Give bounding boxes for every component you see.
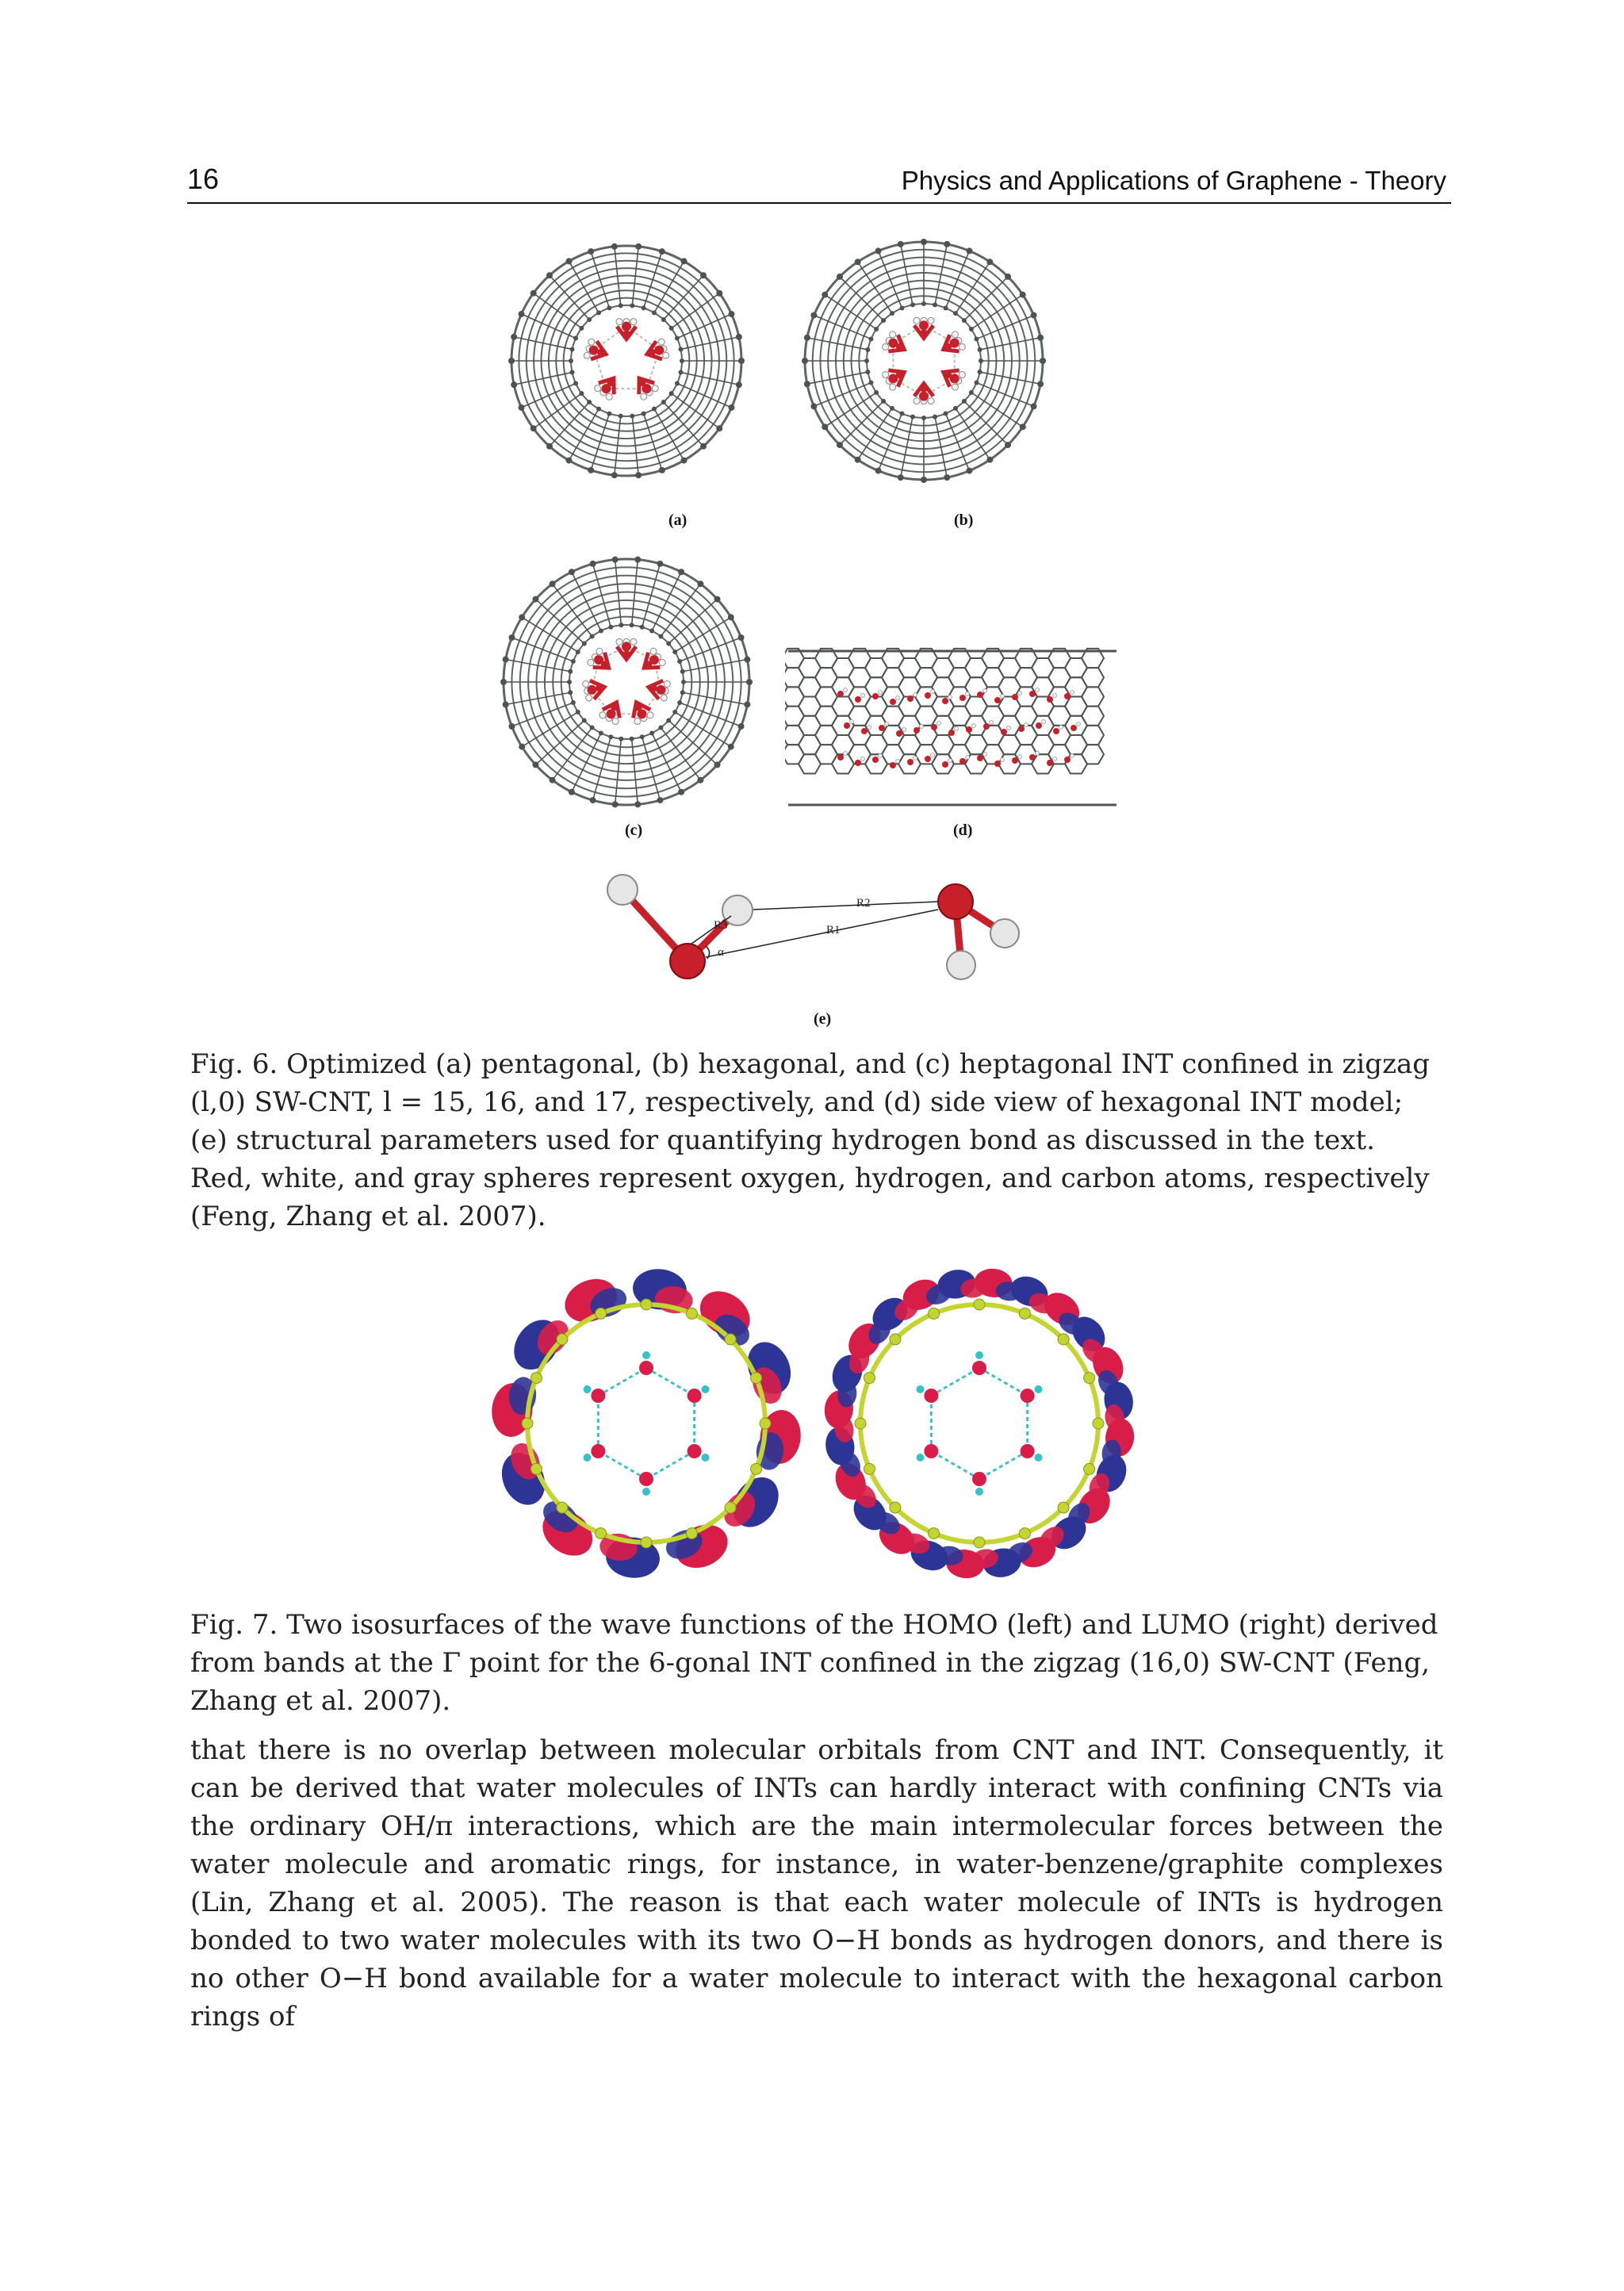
figure-6d-side-view xyxy=(785,646,1122,813)
panel-label-d: (d) xyxy=(953,822,973,839)
carbon-nanotube-cross-section xyxy=(802,239,1046,483)
running-title: Physics and Applications of Graphene - Theory xyxy=(901,166,1446,195)
panel-label-b: (b) xyxy=(954,511,974,529)
carbon-nanotube-side-view xyxy=(785,649,1116,805)
figure-7-caption-lead: Fig. 7. xyxy=(190,1609,278,1641)
orbital-lobes xyxy=(489,1266,803,1580)
figure-6-caption-text: Optimized (a) pentagonal, (b) hexagonal, and (c) heptagonal INT confined in zigzag (l,0) SW-CNT, l = 15, 16, and 17, respectively, and (d) side view of hexagonal INT model; (e) structural parameters used for quantifying hydrogen bond as discussed in the text. Red, white, and gray spheres represent oxygen, hydrogen, and carbon atoms, respectively (Feng, Zhang et al. 2007). xyxy=(190,1048,1431,1232)
nanotube-ring xyxy=(522,1299,771,1548)
figure-6c-heptagonal-int xyxy=(500,551,753,813)
water-hexagon xyxy=(917,1351,1043,1496)
page-number: 16 xyxy=(187,163,220,195)
water-ring xyxy=(883,317,966,404)
figure-6a-pentagonal-int xyxy=(508,238,745,500)
figure-6-caption xyxy=(190,1045,1443,1236)
water-chain xyxy=(837,688,1081,769)
water-molecule-right xyxy=(938,884,1019,979)
water-ring xyxy=(584,319,669,400)
figure-6b-hexagonal-int xyxy=(789,238,1059,500)
water-molecule-left xyxy=(607,875,753,979)
label-r3: R3 xyxy=(714,919,728,932)
figure-7-lumo-isosurface xyxy=(809,1257,1150,1590)
water-ring xyxy=(583,638,671,724)
figure-7-caption xyxy=(190,1606,1443,1720)
nanotube-ring xyxy=(855,1299,1104,1548)
label-r1: R1 xyxy=(826,924,841,937)
figure-7-caption-text: Two isosurfaces of the wave functions of the HOMO (left) and LUMO (right) derived from bands at the Γ point for the 6-gonal INT confined in the zigzag (16,0) SW-CNT (Feng, Zhang et al. 2007). xyxy=(190,1609,1438,1717)
figure-6e-hydrogen-bond-parameters xyxy=(587,860,1039,991)
carbon-nanotube-cross-section xyxy=(508,243,745,478)
water-hexagon xyxy=(584,1351,710,1496)
figure-6-caption-lead: Fig. 6. xyxy=(190,1048,278,1080)
body-paragraph: that there is no overlap between molecular orbitals from CNT and INT. Consequently, it can be derived that water molecules of INTs can hardly interact with confining CNTs via the ordinary OH/π interactions, which are the main intermolecular forces between the water molecule and aromatic rings, for instance, in water-benzene/graphite complexes (Lin, Zhang et al. 2005). The reason is that each water molecule of INTs is hydrogen bonded to two water molecules with its two O−H bonds as hydrogen donors, and there is no other O−H bond available for a water molecule to interact with the hexagonal carbon rings of xyxy=(190,1734,1443,2032)
page-header xyxy=(187,163,1451,204)
carbon-nanotube-cross-section xyxy=(500,557,753,808)
orbital-lobes xyxy=(823,1267,1136,1580)
panel-label-c: (c) xyxy=(625,822,643,839)
panel-label-a: (a) xyxy=(668,511,688,529)
label-alpha: α xyxy=(718,946,724,959)
label-r2: R2 xyxy=(856,897,871,910)
panel-label-e: (e) xyxy=(814,1010,832,1028)
figure-7-homo-isosurface xyxy=(476,1257,817,1590)
